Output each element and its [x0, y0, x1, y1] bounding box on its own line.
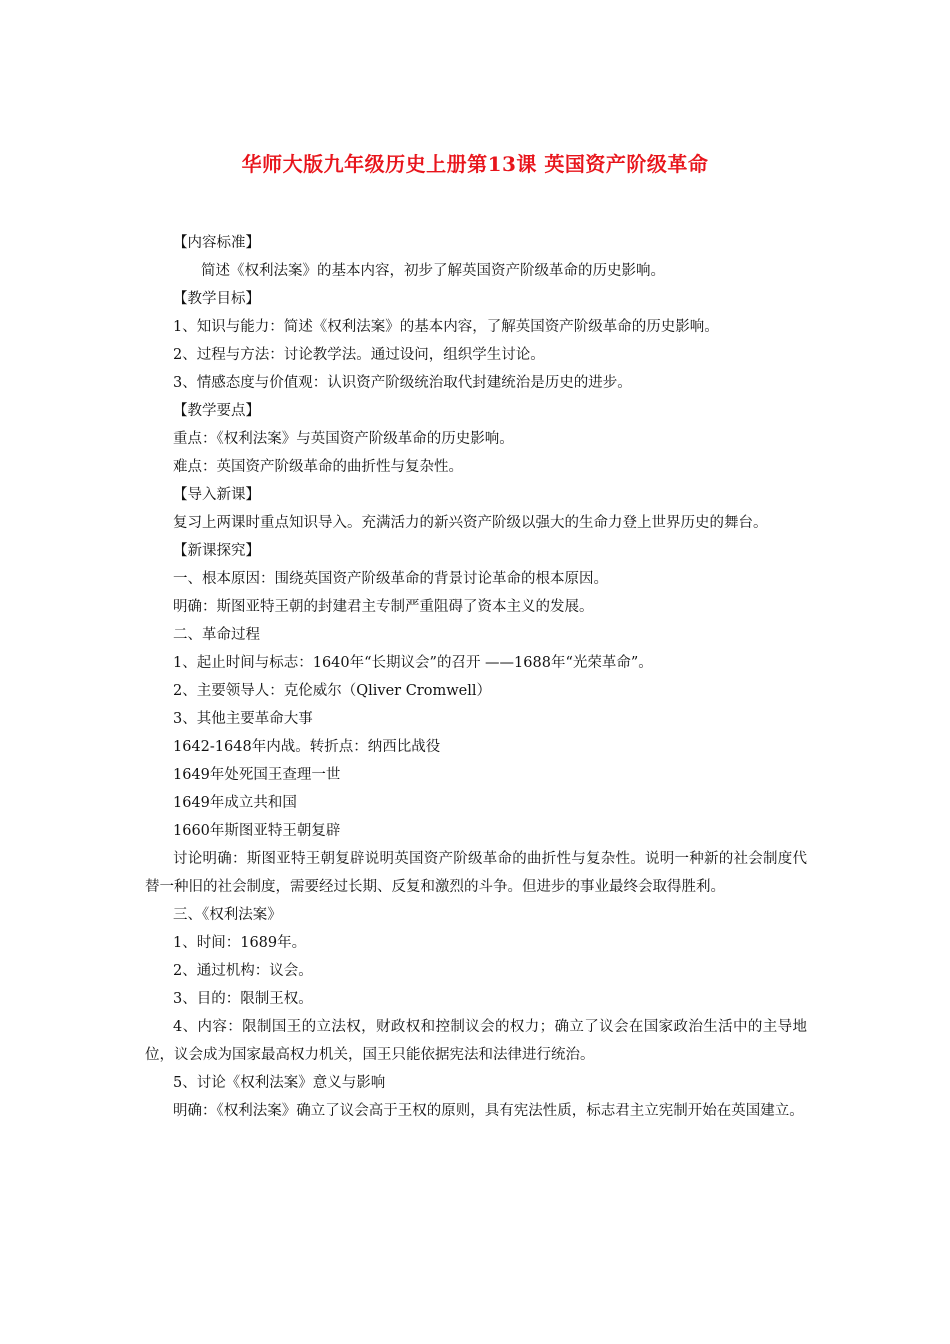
body-paragraph: 讨论明确：斯图亚特王朝复辟说明英国资产阶级革命的曲折性与复杂性。说明一种新的社会制度代替一种旧的社会制度，需要经过长期、反复和激烈的斗争。但进步的事业最终会取得胜利。	[145, 851, 807, 895]
body-line: 3、情感态度与价值观：认识资产阶级统治取代封建统治是历史的进步。	[173, 375, 632, 391]
body-line: 【教学目标】	[173, 291, 260, 307]
body-line: 2、通过机构：议会。	[173, 963, 313, 979]
body-paragraph: 复习上两课时重点知识导入。充满活力的新兴资产阶级以强大的生命力登上世界历史的舞台。	[173, 515, 768, 531]
body-line: 三、《权利法案》	[173, 907, 282, 923]
body-paragraph: 明确：《权利法案》确立了议会高于王权的原则，具有宪法性质，标志君主立宪制开始在英国建立。	[173, 1103, 804, 1119]
body-line: 【导入新课】	[173, 487, 260, 503]
body-line: 【教学要点】	[173, 403, 260, 419]
body-line: 3、其他主要革命大事	[173, 711, 313, 727]
body-line: 1、起止时间与标志：1640年“长期议会”的召开 ——1688年“光荣革命”。	[173, 655, 653, 671]
body-line: 5、讨论《权利法案》意义与影响	[173, 1075, 386, 1091]
body-line: 1649年成立共和国	[173, 795, 297, 811]
body-line: 一、根本原因：围绕英国资产阶级革命的背景讨论革命的根本原因。	[173, 571, 608, 587]
body-line: 2、主要领导人：克伦威尔（Qliver Cromwell）	[173, 683, 491, 699]
body-line: 1660年斯图亚特王朝复辟	[173, 823, 341, 839]
body-line: 【新课探究】	[173, 543, 260, 559]
body-line: 简述《权利法案》的基本内容，初步了解英国资产阶级革命的历史影响。	[201, 263, 665, 279]
body-paragraph: 4、内容：限制国王的立法权，财政权和控制议会的权力；确立了议会在国家政治生活中的主导地位，议会成为国家最高权力机关，国王只能依据宪法和法律进行统治。	[145, 1019, 807, 1063]
body-line: 3、目的：限制王权。	[173, 991, 313, 1007]
document-title: 华师大版九年级历史上册第13课 英国资产阶级革命	[241, 152, 709, 176]
document-body	[145, 229, 807, 1125]
body-line: 1、时间：1689年。	[173, 935, 307, 951]
body-line: 1、知识与能力：简述《权利法案》的基本内容，了解英国资产阶级革命的历史影响。	[173, 319, 719, 335]
body-line: 【内容标准】	[173, 235, 260, 251]
body-line: 二、革命过程	[173, 627, 260, 643]
body-line: 2、过程与方法：讨论教学法。通过设问，组织学生讨论。	[173, 347, 545, 363]
body-line: 明确：斯图亚特王朝的封建君主专制严重阻碍了资本主义的发展。	[173, 599, 594, 615]
body-line: 重点：《权利法案》与英国资产阶级革命的历史影响。	[173, 431, 514, 447]
body-line: 1642-1648年内战。转折点：纳西比战役	[173, 739, 441, 755]
body-line: 1649年处死国王查理一世	[173, 767, 341, 783]
body-line: 难点：英国资产阶级革命的曲折性与复杂性。	[173, 459, 463, 475]
